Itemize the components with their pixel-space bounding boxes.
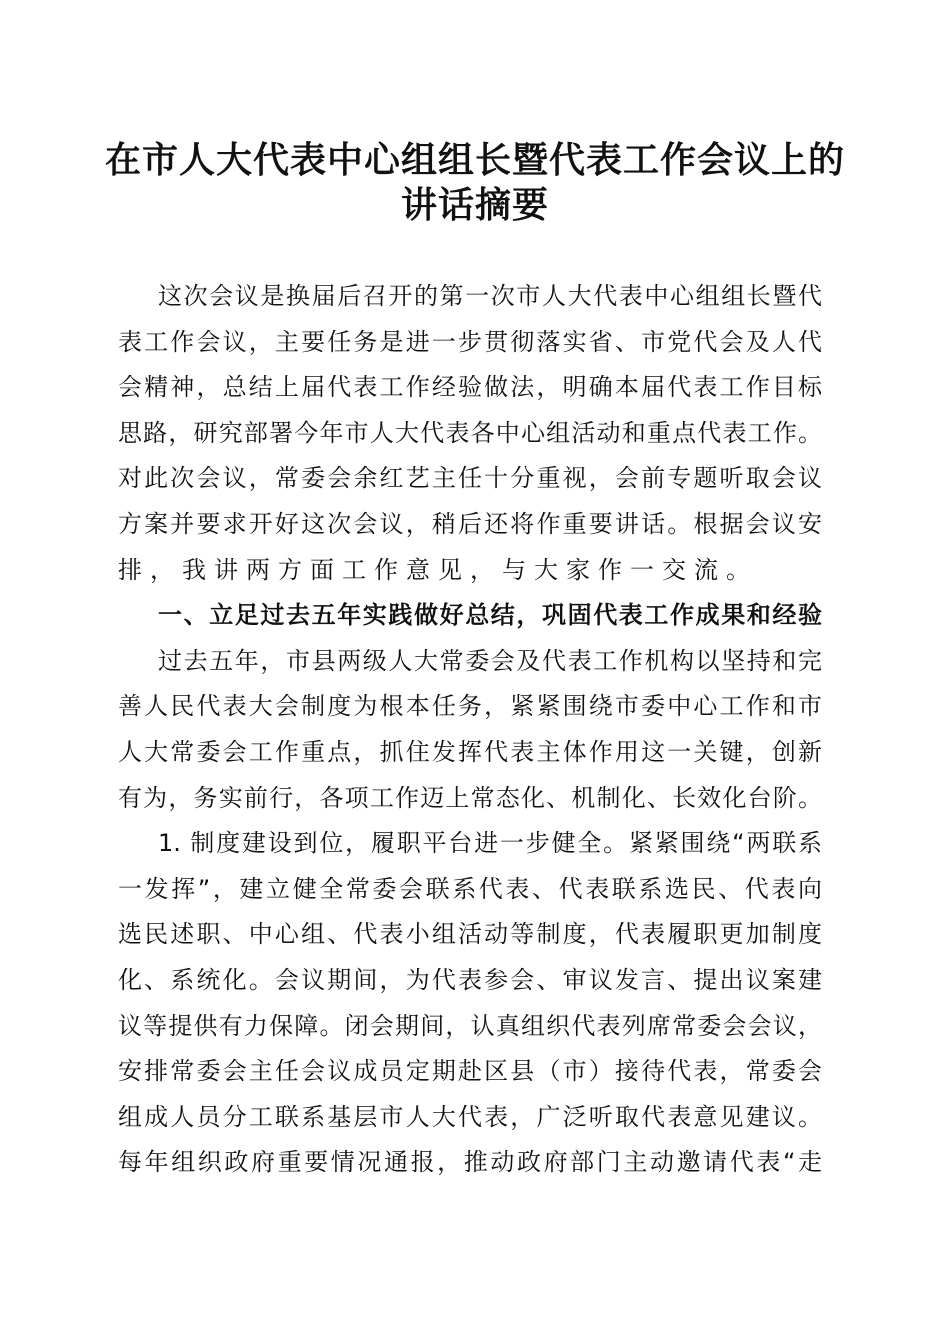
text-line: 每年组织政府重要情况通报，推动政府部门主动邀请代表“走 (118, 1148, 822, 1177)
text-line: 化、系统化。会议期间，为代表参会、审议发言、提出议案建 (118, 965, 822, 994)
section-heading (118, 593, 822, 639)
text-line: 有为，务实前行，各项工作迈上常态化、机制化、长效化台阶。 (118, 783, 822, 812)
text-line: 会精神，总结上届代表工作经验做法，明确本届代表工作目标 (118, 373, 822, 402)
document-title-line-2: 讲话摘要 (400, 184, 549, 226)
text-line: 组成人员分工联系基层市人大代表，广泛听取代表意见建议。 (118, 1102, 822, 1131)
text-line: 善人民代表大会制度为根本任务，紧紧围绕市委中心工作和市 (118, 692, 822, 721)
text-line: 排，我讲两方面工作意见，与大家作一交流。 (118, 555, 758, 584)
text-line: 议等提供有力保障。闭会期间，认真组织代表列席常委会会议， (118, 1011, 822, 1040)
document-title-line-1: 在市人大代表中心组组长暨代表工作会议上的 (104, 139, 845, 181)
paragraph (118, 821, 822, 1186)
text-line: 安排常委会主任会议成员定期赴区县（市）接待代表，常委会 (118, 1057, 822, 1086)
text-line: 人大常委会工作重点，抓住发挥代表主体作用这一关键，创新 (118, 737, 822, 766)
text-line: 一发挥”，建立健全常委会联系代表、代表联系选民、代表向 (118, 874, 822, 903)
text-line: 思路，研究部署今年市人大代表各中心组活动和重点代表工作。 (118, 418, 822, 447)
paragraph (118, 639, 822, 821)
text-line: 选民述职、中心组、代表小组活动等制度，代表履职更加制度 (118, 920, 822, 949)
text-line: 过去五年，市县两级人大常委会及代表工作机构以坚持和完 (158, 646, 822, 675)
text-line: 方案并要求开好这次会议，稍后还将作重要讲话。根据会议安 (118, 509, 822, 538)
text-line: 1. 制度建设到位，履职平台进一步健全。紧紧围绕“两联系 (158, 829, 822, 858)
text-line: 表工作会议，主要任务是进一步贯彻落实省、市党代会及人代 (118, 327, 822, 356)
paragraph (118, 274, 822, 593)
text-line: 这次会议是换届后召开的第一次市人大代表中心组组长暨代 (158, 282, 822, 310)
text-line: 对此次会议，常委会余红艺主任十分重视，会前专题听取会议 (118, 464, 822, 493)
document-body (118, 274, 822, 1186)
text-line: 一、立足过去五年实践做好总结，巩固代表工作成果和经验 (158, 601, 822, 630)
